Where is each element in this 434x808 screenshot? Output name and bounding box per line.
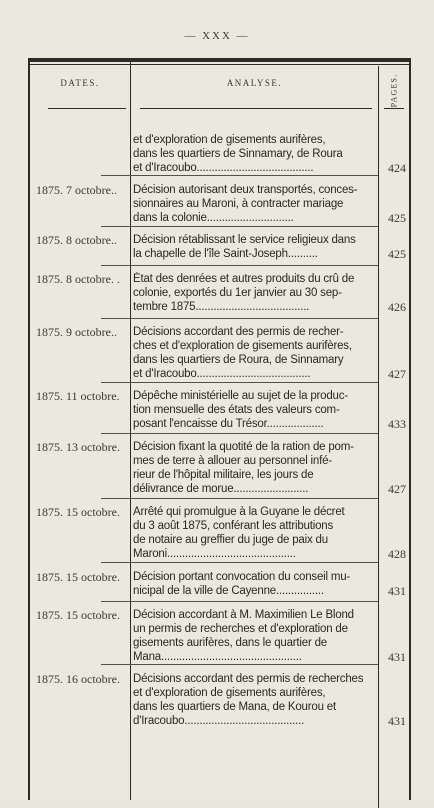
entry-page-number: 424 bbox=[388, 161, 406, 175]
entry-description-line: tion mensuelle des états des valeurs com- bbox=[133, 404, 340, 416]
header-rule-pages bbox=[384, 108, 404, 109]
entry-description-line: la chapelle de l'île Saint-Joseph.......... bbox=[133, 248, 318, 260]
entry-separator-rule bbox=[101, 265, 378, 266]
entry-page-number: 426 bbox=[388, 300, 406, 314]
page-header: — XXX — bbox=[184, 30, 250, 42]
entry-description-line: Mana............................................... bbox=[133, 651, 302, 663]
entry-description-line: dans les quartiers de Roura, de Sinnamary bbox=[133, 354, 344, 366]
entry-description-line: et d'exploration de gisements aurifères, bbox=[133, 687, 326, 699]
entry-separator-rule bbox=[101, 382, 378, 383]
entry-page-number: 425 bbox=[388, 211, 406, 225]
entry-date: 1875. 15 octobre. bbox=[36, 570, 120, 584]
entry-description bbox=[133, 325, 376, 381]
entry-description-line: du 3 août 1875, conférant les attributions bbox=[133, 520, 334, 532]
entry-separator-rule bbox=[101, 562, 378, 563]
entry-date: 1875. 11 octobre. bbox=[36, 389, 120, 403]
entry-description-line: mes de terre à allouer au personnel infé- bbox=[133, 455, 332, 467]
entry-description-line: Décision rétablissant le service religieux dans bbox=[133, 234, 356, 246]
entry-date: 1875. 13 octobre. bbox=[36, 440, 120, 454]
entry-description-line: Décision fixant la quotité de la ration de pom- bbox=[133, 441, 354, 453]
entry-description bbox=[133, 183, 376, 225]
header-rule-dates bbox=[48, 108, 126, 109]
entry-description-line: Décisions accordant des permis de recher- bbox=[133, 326, 344, 338]
entry-description-line: colonie, exportés du 1er janvier au 30 sep- bbox=[133, 287, 342, 299]
entry-page-number: 431 bbox=[388, 714, 406, 728]
entry-description-line: et d'Iracoubo....................................... bbox=[133, 162, 314, 174]
entry-description-line: sionnaires au Maroni, à contracter mariage bbox=[133, 198, 344, 210]
entry-page-number: 431 bbox=[388, 650, 406, 664]
entry-description-line: dans la colonie............................. bbox=[133, 212, 294, 224]
column-header-pages-label: PAGES. bbox=[389, 73, 399, 107]
entry-separator-rule bbox=[101, 318, 378, 319]
entry-page-number: 425 bbox=[388, 247, 406, 261]
entry-description bbox=[133, 440, 376, 496]
entry-description-line: et d'Iracoubo...................................... bbox=[133, 368, 311, 380]
entry-separator-rule bbox=[101, 601, 378, 602]
entry-page-number: 431 bbox=[388, 584, 406, 598]
entry-description-line: Maroni........................................... bbox=[133, 548, 296, 560]
entry-description-line: et d'exploration de gisements aurifères, bbox=[133, 134, 326, 146]
entry-description bbox=[133, 233, 376, 261]
entry-separator-rule bbox=[101, 433, 378, 434]
entry-separator-rule bbox=[101, 664, 378, 665]
entry-date: 1875. 8 octobre.. bbox=[36, 233, 117, 247]
entry-description bbox=[133, 570, 376, 598]
frame-top-rule bbox=[28, 58, 410, 62]
entry-separator-rule bbox=[101, 226, 378, 227]
entry-description-line: Décision portant convocation du conseil mu- bbox=[133, 571, 351, 583]
entry-description-line: d'Iracoubo........................................ bbox=[133, 715, 305, 727]
entry-description bbox=[133, 672, 376, 728]
frame-right-rule bbox=[409, 58, 411, 800]
entry-page-number: 428 bbox=[388, 547, 406, 561]
entry-description-line: posant l'encaisse du Trésor................... bbox=[133, 418, 324, 430]
entry-page-number: 427 bbox=[388, 367, 406, 381]
frame-top-thin-rule bbox=[28, 64, 410, 65]
entry-description-line: tembre 1875...................................... bbox=[133, 301, 310, 313]
entry-description bbox=[133, 505, 376, 561]
entry-date: 1875. 7 octobre.. bbox=[36, 183, 117, 197]
entry-separator-rule bbox=[101, 175, 378, 176]
entry-description-line: délivrance de morue......................... bbox=[133, 483, 309, 495]
entry-date: 1875. 8 octobre. . bbox=[36, 272, 120, 286]
entry-description bbox=[133, 608, 376, 664]
entry-description-line: Décisions accordant des permis de recherches bbox=[133, 673, 364, 685]
column-header-pages bbox=[380, 70, 408, 110]
entry-separator-rule bbox=[101, 498, 378, 499]
entry-date: 1875. 15 octobre. bbox=[36, 608, 120, 622]
entry-description bbox=[133, 133, 376, 175]
entry-description-line: Décision accordant à M. Maximilien Le Blond bbox=[133, 609, 354, 621]
entry-description-line: Décision autorisant deux transportés, conces- bbox=[133, 184, 358, 196]
entry-description-line: État des denrées et autres produits du crû de bbox=[133, 273, 355, 285]
column-header-dates: DATES. bbox=[60, 78, 100, 88]
header-rule-analyse bbox=[140, 108, 372, 109]
entry-description-line: de notaire au greffier du juge de paix du bbox=[133, 534, 328, 546]
entry-description bbox=[133, 389, 376, 431]
entry-description-line: Dépêche ministérielle au sujet de la produc- bbox=[133, 390, 348, 402]
entry-description-line: nicipal de la ville de Cayenne................ bbox=[133, 585, 324, 597]
column-header-analyse: ANALYSE. bbox=[226, 78, 283, 88]
entry-description bbox=[133, 272, 376, 314]
entry-description-line: ches et d'exploration de gisements aurifères, bbox=[133, 340, 352, 352]
entry-date: 1875. 16 octobre. bbox=[36, 672, 120, 686]
column-separator-pages bbox=[378, 66, 379, 808]
entry-description-line: gisements aurifères, dans le quartier de bbox=[133, 637, 327, 649]
entry-description-line: un permis de recherches et d'exploration de bbox=[133, 623, 348, 635]
entry-description-line: dans les quartiers de Sinnamary, de Roura bbox=[133, 148, 343, 160]
entry-date: 1875. 15 octobre. bbox=[36, 505, 120, 519]
frame-left-rule bbox=[28, 58, 30, 800]
entry-page-number: 427 bbox=[388, 482, 406, 496]
entry-description-line: dans les quartiers de Mana, de Kourou et bbox=[133, 701, 336, 713]
entry-description-line: rieur de l'hôpital militaire, les jours de bbox=[133, 469, 314, 481]
column-separator-dates bbox=[130, 58, 131, 800]
entry-description-line: Arrêté qui promulgue à la Guyane le décret bbox=[133, 506, 345, 518]
entry-date: 1875. 9 octobre.. bbox=[36, 325, 117, 339]
entry-page-number: 433 bbox=[388, 417, 406, 431]
